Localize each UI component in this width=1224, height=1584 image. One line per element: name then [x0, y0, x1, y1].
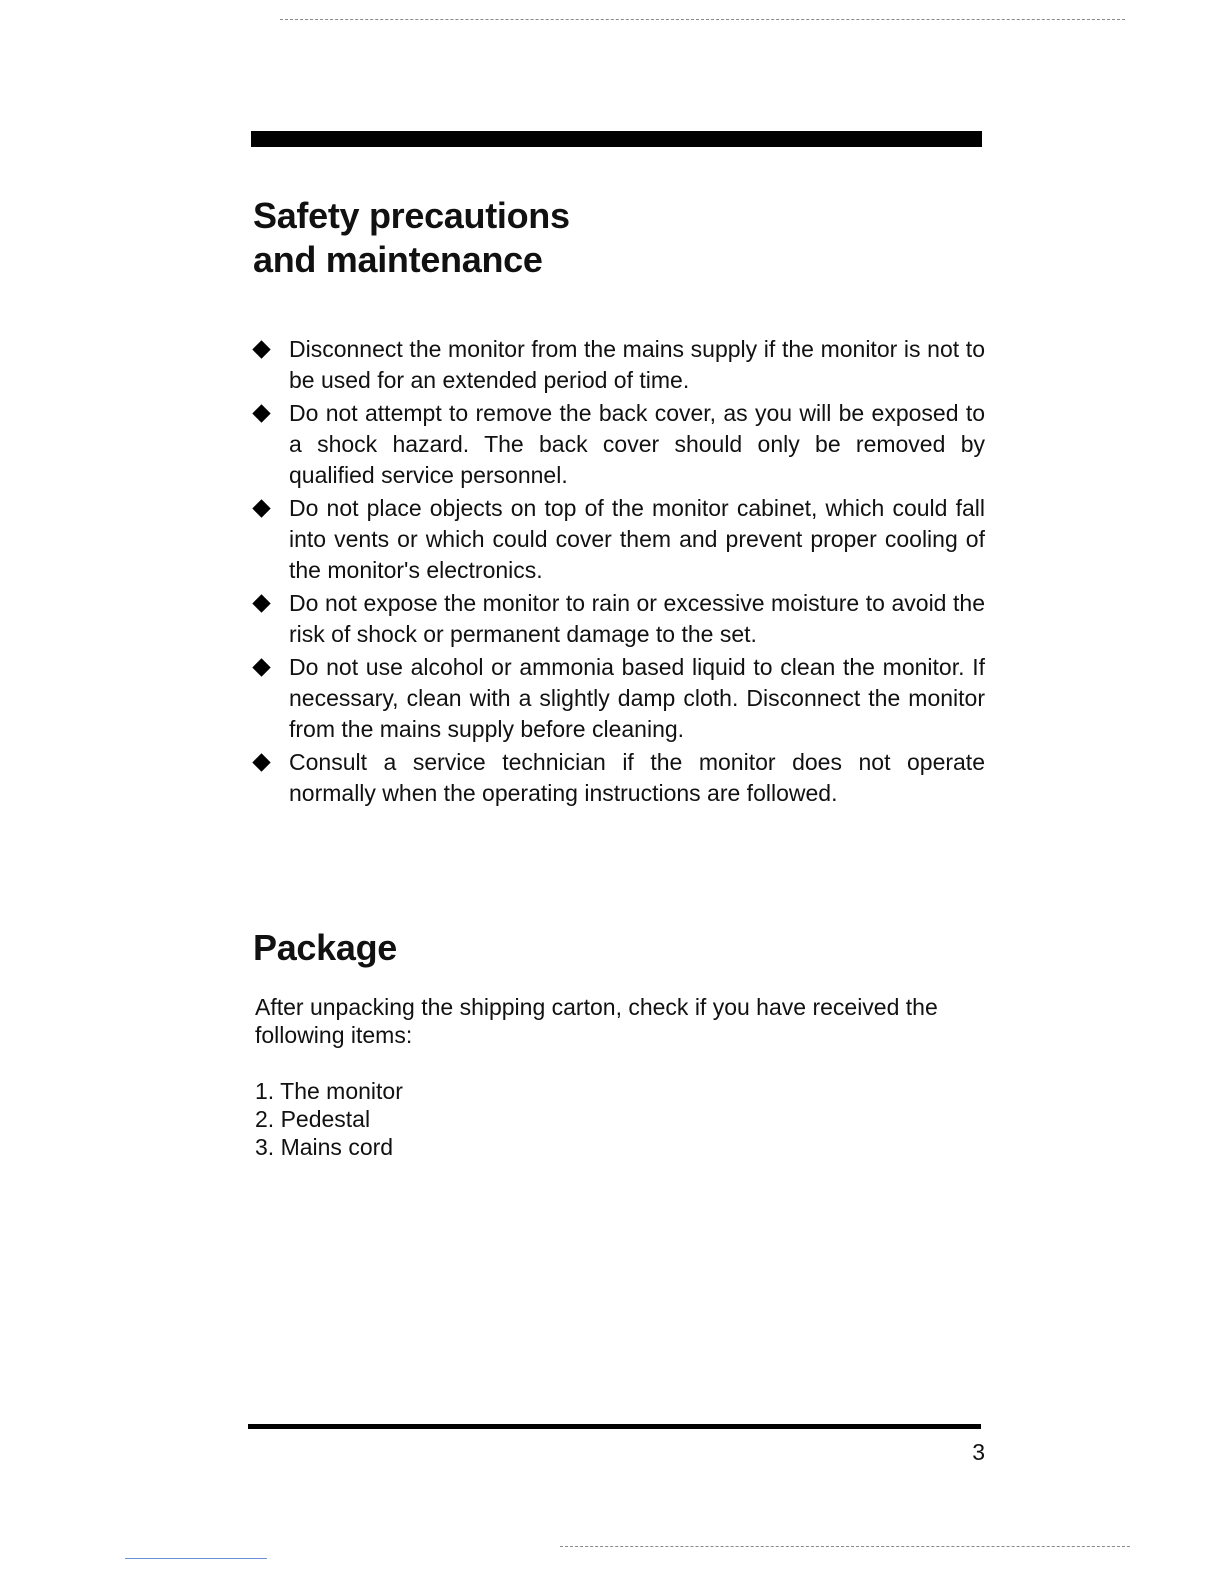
- list-item-text: Do not use alcohol or ammonia based liquid to clean the monitor. If necessary, clean with a slightly damp cloth. Disconnect the monitor from the mains supply before cleaning.: [289, 654, 985, 742]
- diamond-bullet-icon: [252, 753, 270, 771]
- package-item: 1. The monitor: [255, 1078, 403, 1104]
- top-rule: [251, 131, 982, 147]
- list-item-text: Do not expose the monitor to rain or excessive moisture to avoid the risk of shock or permanent damage to the set.: [289, 590, 985, 647]
- package-item: 3. Mains cord: [255, 1134, 394, 1160]
- diamond-bullet-icon: [252, 658, 270, 676]
- diamond-bullet-icon: [252, 594, 270, 612]
- scan-artifact-bottom-line: [560, 1546, 1130, 1547]
- list-item: [253, 493, 985, 586]
- list-item-text: Do not attempt to remove the back cover, as you will be exposed to a shock hazard. The back cover should only be removed by qualified service personnel.: [289, 400, 985, 488]
- list-item: [253, 588, 985, 650]
- safety-heading-line-2: and maintenance: [253, 239, 543, 280]
- package-heading: Package: [253, 927, 398, 968]
- list-item: [253, 398, 985, 491]
- safety-list: [253, 334, 985, 811]
- list-item-text: Do not place objects on top of the monitor cabinet, which could fall into vents or which could cover them and prevent proper cooling of the monitor's electronics.: [289, 495, 985, 583]
- diamond-bullet-icon: [252, 340, 270, 358]
- bottom-rule: [248, 1424, 981, 1429]
- safety-heading-line-1: Safety precautions: [253, 195, 570, 236]
- list-item-text: Consult a service technician if the monitor does not operate normally when the operating instructions are followed.: [289, 749, 985, 806]
- list-item: [253, 334, 985, 396]
- scan-artifact-blue-line: [125, 1558, 267, 1559]
- package-item: 2. Pedestal: [255, 1106, 371, 1132]
- package-items: [255, 1077, 403, 1161]
- list-item: [253, 747, 985, 809]
- page-number: 3: [972, 1439, 985, 1465]
- diamond-bullet-icon: [252, 499, 270, 517]
- list-item-text: Disconnect the monitor from the mains supply if the monitor is not to be used for an extended period of time.: [289, 336, 985, 393]
- diamond-bullet-icon: [252, 404, 270, 422]
- package-intro: After unpacking the shipping carton, check if you have received the following items:: [255, 994, 938, 1048]
- scan-artifact-top-line: [280, 19, 1125, 20]
- safety-heading: [253, 194, 570, 282]
- list-item: [253, 652, 985, 745]
